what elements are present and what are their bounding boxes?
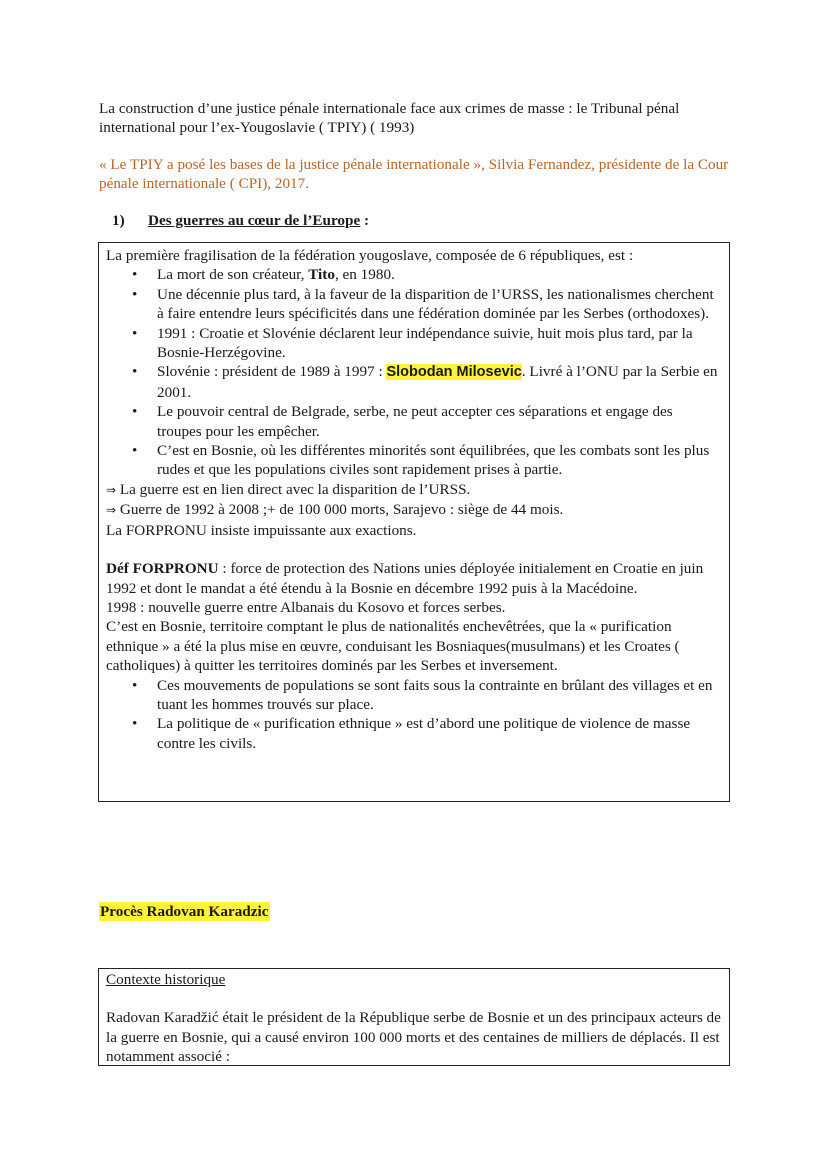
list-text: . Livré à l’ONU par la Serbie en 2001.: [157, 363, 718, 401]
bullet-icon: •: [132, 676, 138, 694]
content-box-context: [98, 968, 730, 1066]
quote: « Le TPIY a posé les bases de la justice pénale internationale », Silvia Fernandez, présidente de la Cour pénale internationale ( CPI), 2017.: [99, 156, 729, 193]
bullet-icon: •: [132, 266, 138, 284]
list-text: , en 1980.: [334, 266, 395, 284]
kosovo-line: 1998 : nouvelle guerre entre Albanais du Kosovo et forces serbes.: [106, 598, 506, 616]
bullet-icon: •: [132, 324, 138, 342]
box-intro: La première fragilisation de la fédération yougoslave, composée de 6 républiques, est :: [106, 247, 634, 264]
bullet-icon: •: [132, 715, 138, 733]
list-text: Le pouvoir central de Belgrade, serbe, ne peut accepter ces séparations et engage des troupes pour les empêcher.: [157, 403, 673, 440]
proces-heading: Procès Radovan Karadzic: [100, 903, 269, 920]
arrow-icon: ⇒: [106, 503, 117, 518]
content-box-wars: [98, 242, 730, 802]
list-text: Une décennie plus tard, à la faveur de la disparition de l’URSS, les nationalismes cherchent à faire entendre leurs spécificités dans une fédération dominée par les Serbes (orthodoxes).: [157, 285, 714, 323]
list-item: [106, 285, 721, 324]
bullet-list-consequences: [106, 676, 721, 754]
list-text: La mort de son créateur,: [157, 266, 309, 284]
list-item: [106, 676, 721, 715]
context-text: Radovan Karadžić était le président de la République serbe de Bosnie et un des principaux acteurs de la guerre en Bosnie, qui a causé environ 100 000 morts et des centaines de milliers de déplacés. Il est notamment associé :: [106, 1009, 721, 1066]
highlighted-name: Slobodan Milosevic: [386, 364, 522, 381]
section-title-prefix: D: [148, 212, 159, 229]
arrow-text: Guerre de 1992 à 2008 ;+ de 100 000 morts, Sarajevo : siège de 44 mois.: [116, 501, 564, 519]
spacer: [106, 989, 721, 1008]
section-number: 1): [112, 212, 125, 229]
document-title: La construction d’une justice pénale internationale face aux crimes de masse : le Tribunal pénal international pour l’ex-Yougoslavie ( TPIY) ( 1993): [99, 100, 680, 137]
section-heading: [112, 211, 369, 230]
definition-text: : force de protection des Nations unies déployée initialement en Croatie en juin 1992 et dont le mandat a été étendu à la Bosnie en décembre 1992 puis à la Macédoine.: [106, 560, 704, 597]
bullet-list-causes: [106, 265, 721, 479]
section-title-underlined: es guerres au cœur de l’Europe: [158, 212, 361, 229]
list-text: La politique de « purification ethnique » est d’abord une politique de violence de masse contre les civils.: [157, 715, 691, 752]
list-item: [106, 324, 721, 363]
arrow-line: [106, 480, 721, 500]
bullet-icon: •: [132, 403, 138, 421]
list-item: [106, 402, 721, 441]
arrow-text: La guerre est en lien direct avec la disparition de l’URSS.: [116, 480, 471, 498]
list-text: Slovénie : président de 1989 à 1997 :: [157, 363, 387, 381]
section-title-suffix: :: [360, 212, 370, 229]
bold-term: Tito: [308, 266, 335, 284]
list-item: [106, 265, 721, 284]
list-text: Ces mouvements de populations se sont faits sous la contrainte en brûlant des villages et en tuant les hommes trouvés sur place.: [157, 676, 713, 713]
context-heading: Contexte historique: [106, 971, 226, 988]
definition-label: Déf FORPRONU: [106, 560, 219, 578]
list-text: C’est en Bosnie, où les différentes minorités sont équilibrées, que les combats sont les plus rudes et que les populations civiles sont rapidement prises à partie.: [157, 442, 710, 479]
bosnia-paragraph: C’est en Bosnie, territoire comptant le plus de nationalités enchevêtrées, que la « purification ethnique » a été la plus mise en œuvre, conduisant les Bosniaques(musulmans) et les Croates ( catholiques) à quitter les territoires dominés par les Serbes et inversement.: [106, 618, 680, 675]
bullet-icon: •: [132, 442, 138, 460]
arrow-line: [106, 500, 721, 520]
forpronu-line: La FORPRONU insiste impuissante aux exactions.: [106, 521, 417, 539]
spacer: [106, 540, 721, 559]
list-item: [106, 362, 721, 402]
bullet-icon: •: [132, 363, 138, 381]
list-text: 1991 : Croatie et Slovénie déclarent leur indépendance suivie, huit mois plus tard, par la Bosnie-Herzégovine.: [157, 324, 693, 362]
list-item: [106, 714, 721, 753]
list-item: [106, 441, 721, 480]
definition: [106, 559, 721, 598]
bullet-icon: •: [132, 285, 138, 303]
arrow-icon: ⇒: [106, 482, 117, 497]
